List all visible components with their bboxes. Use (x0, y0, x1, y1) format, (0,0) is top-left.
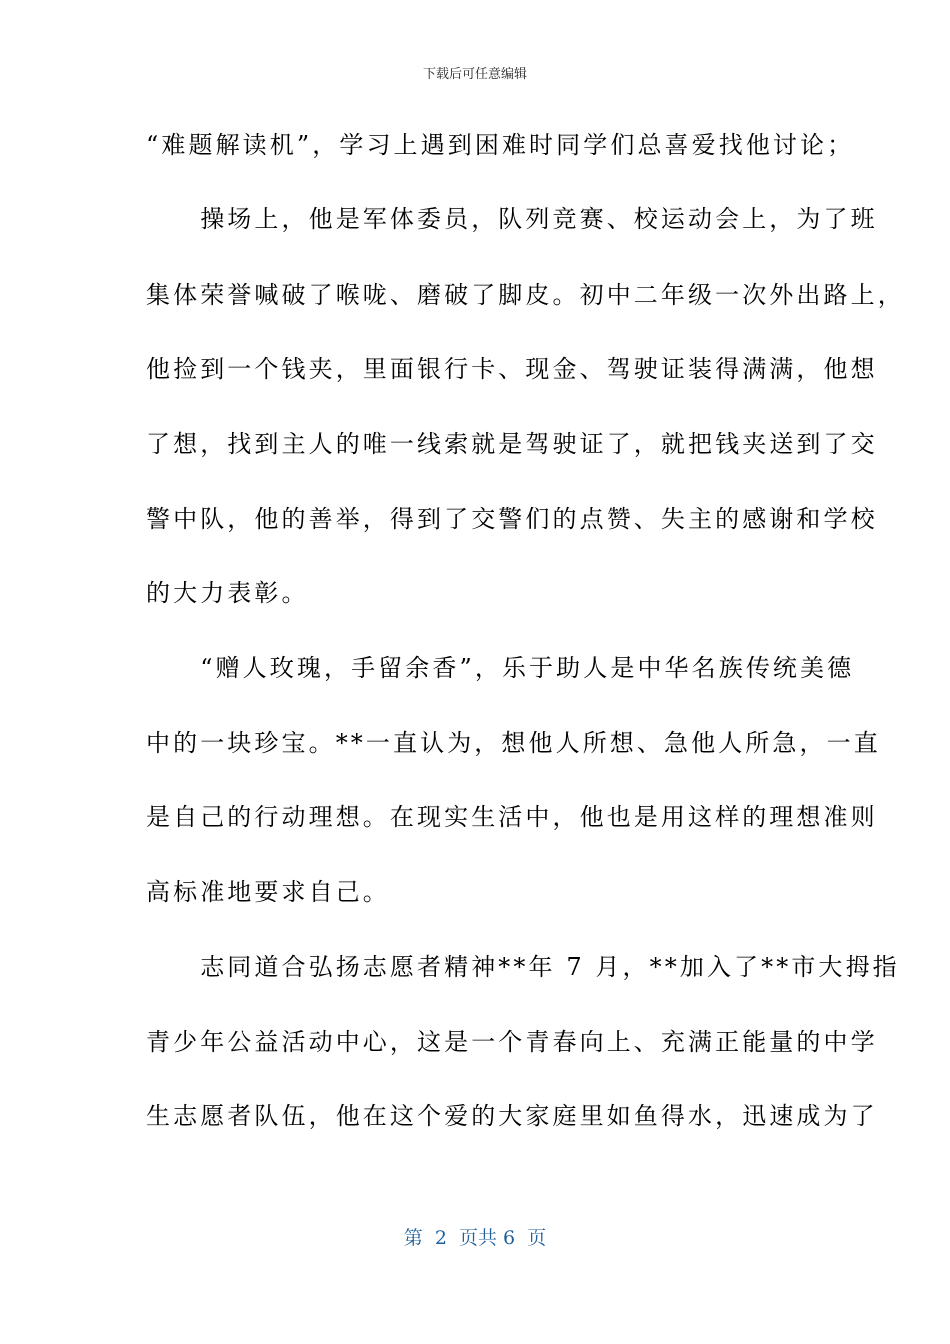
body-line-5: 了想，找到主人的唯一线索就是驾驶证了，就把钱夹送到了交 (146, 430, 878, 458)
body-line-2: 操场上，他是军体委员，队列竞赛、校运动会上，为了班 (146, 205, 878, 233)
body-line-14: 生志愿者队伍，他在这个爱的大家庭里如鱼得水，迅速成为了 (146, 1102, 878, 1130)
body-line-11: 高标准地要求自己。 (146, 878, 390, 906)
body-line-12: 志同道合弘扬志愿者精神**年 7 月，**加入了**市大拇指 (146, 953, 900, 981)
body-line-4: 他捡到一个钱夹，里面银行卡、现金、驾驶证装得满满，他想 (146, 355, 878, 383)
body-line-10: 是自己的行动理想。在现实生活中，他也是用这样的理想准则 (146, 803, 878, 831)
body-line-8: “赠人玫瑰，手留余香”，乐于助人是中华名族传统美德 (146, 654, 855, 682)
body-line-13: 青少年公益活动中心，这是一个青春向上、充满正能量的中学 (146, 1028, 878, 1056)
page-footer-number: 第 2 页共 6 页 (403, 1227, 547, 1249)
body-line-1: “难题解读机”，学习上遇到困难时同学们总喜爱找他讨论； (146, 131, 855, 159)
body-line-7: 的大力表彰。 (146, 579, 309, 607)
body-line-3: 集体荣誉喊破了喉咙、磨破了脚皮。初中二年级一次外出路上， (146, 281, 905, 309)
body-line-6: 警中队，他的善举，得到了交警们的点赞、失主的感谢和学校 (146, 505, 878, 533)
page-header: 下载后可任意编辑 (422, 67, 527, 82)
body-line-9: 中的一块珍宝。**一直认为，想他人所想、急他人所急，一直 (146, 729, 881, 757)
